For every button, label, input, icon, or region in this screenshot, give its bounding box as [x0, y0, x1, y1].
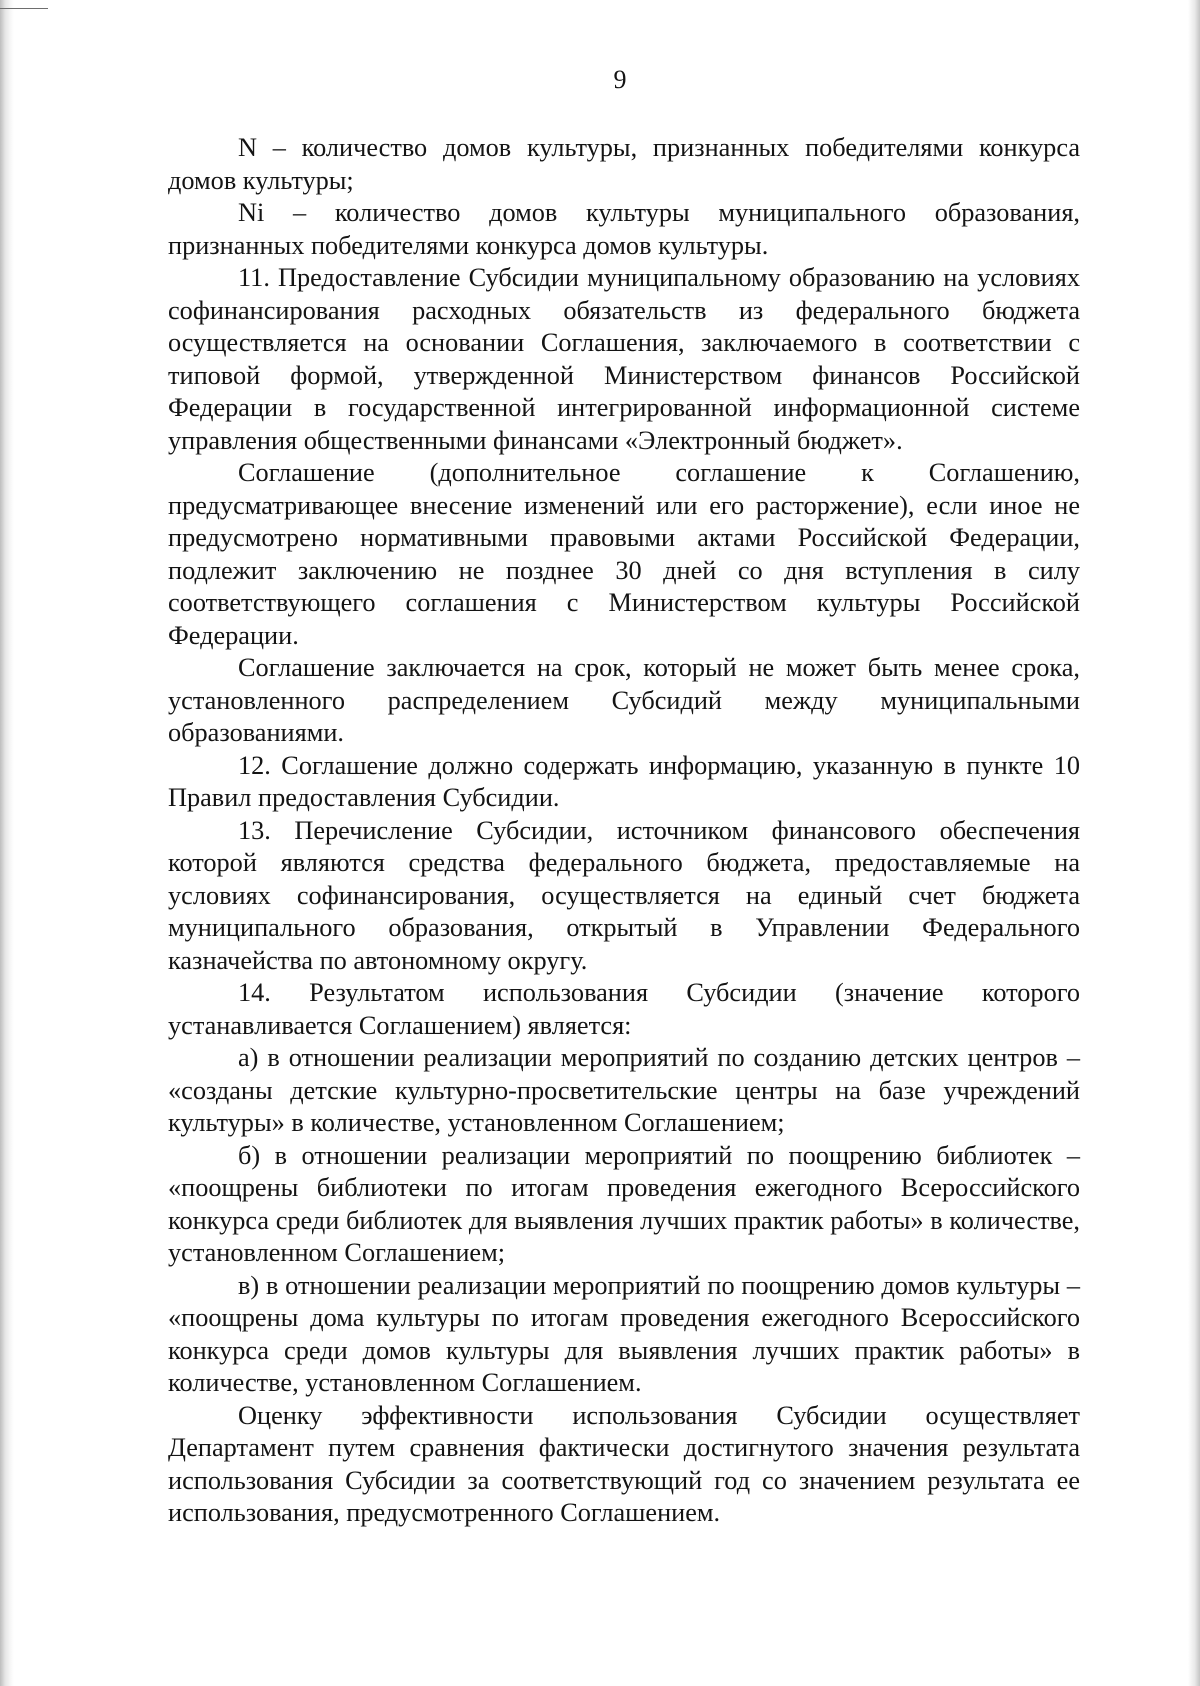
scan-corner-mark	[0, 8, 48, 9]
document-body	[168, 132, 1080, 1530]
paragraph-14b-libraries: б) в отношении реализации мероприятий по поощрению библиотек – «поощрены библиотеки по итогам проведения ежегодного Всероссийского конкурса среди библиотек для выявления лучших практик работы» в количестве, установленном Соглашением;	[168, 1140, 1080, 1267]
paragraph-13-subsidy-transfer: 13. Перечисление Субсидии, источником финансового обеспечения которой являются средства федерального бюджета, предоставляемые на условиях софинансирования, осуществляется на единый счет бюджета муниципального образования, открытый в Управлении Федерального казначейства по автономному округу.	[168, 815, 1080, 975]
scan-edge-left	[0, 0, 14, 1686]
paragraph-14c-culture-houses: в) в отношении реализации мероприятий по поощрению домов культуры – «поощрены дома культуры по итогам проведения ежегодного Всероссийского конкурса среди домов культуры для выявления лучших практик работы» в количестве, установленном Соглашением.	[168, 1270, 1080, 1397]
page-number: 9	[613, 65, 627, 94]
paragraph-ni-definition: Ni – количество домов культуры муниципального образования, признанных победителями конкурса домов культуры.	[168, 198, 1080, 260]
paragraph-12-agreement-content: 12. Соглашение должно содержать информацию, указанную в пункте 10 Правил предоставления Субсидии.	[168, 750, 1080, 812]
paragraph-efficiency-assessment: Оценку эффективности использования Субсидии осуществляет Департамент путем сравнения фактически достигнутого значения результата использования Субсидии за соответствующий год со значением результата ее использования, предусмотренного Соглашением.	[168, 1400, 1080, 1527]
paragraph-14a-children-centers: а) в отношении реализации мероприятий по созданию детских центров – «созданы детские культурно-просветительские центры на базе учреждений культуры» в количестве, установленном Соглашением;	[168, 1043, 1080, 1137]
paragraph-14-subsidy-result: 14. Результатом использования Субсидии (значение которого устанавливается Соглашением) является:	[168, 978, 1080, 1040]
paragraph-11-agreement-basis: 11. Предоставление Субсидии муниципальному образованию на условиях софинансирования расходных обязательств из федерального бюджета осуществляется на основании Соглашения, заключаемого в соответствии с типовой формой, утвержденной Министерством финансов Российской Федерации в государственной интегрированной информационной системе управления общественными финансами «Электронный бюджет».	[168, 263, 1080, 455]
paragraph-n-definition: N – количество домов культуры, признанных победителями конкурса домов культуры;	[168, 133, 1080, 195]
scan-edge-right	[1188, 0, 1200, 1686]
paragraph-agreement-duration: Соглашение заключается на срок, который не может быть менее срока, установленного распределением Субсидий между муниципальными образованиями.	[168, 653, 1080, 747]
paragraph-agreement-conclusion-term: Соглашение (дополнительное соглашение к Соглашению, предусматривающее внесение изменений или его расторжение), если иное не предусмотрено нормативными правовыми актами Российской Федерации, подлежит заключению не позднее 30 дней со дня вступления в силу соответствующего соглашения с Министерством культуры Российской Федерации.	[168, 458, 1080, 650]
